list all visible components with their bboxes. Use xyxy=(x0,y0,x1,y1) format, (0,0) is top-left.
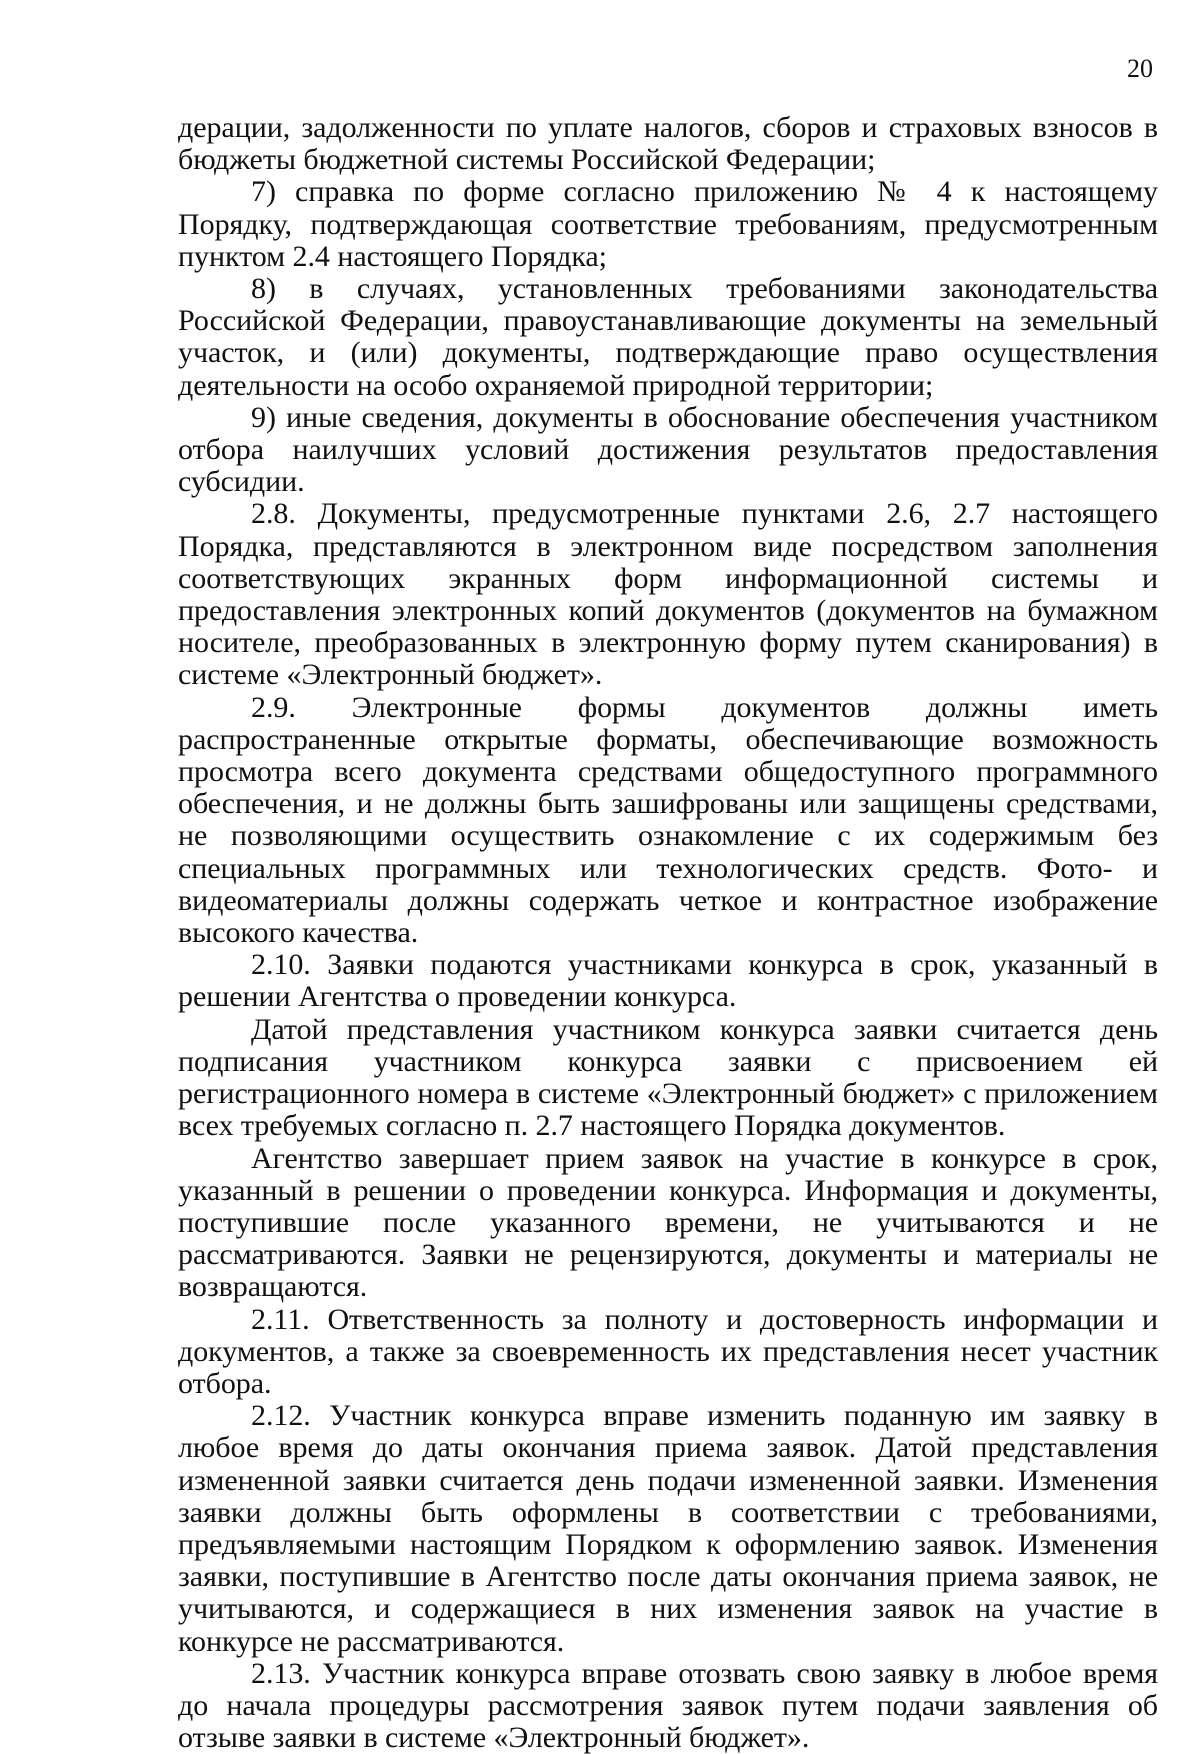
paragraph-2-9: 2.9. Электронные формы документов должны иметь распространенные открытые форматы, обеспечивающие возможность просмотра всего документа средствами общедоступного программного обеспечения, и не должны быть зашифрованы или защищены средствами, не позволяющими осуществить ознакомление с их содержимым без специальных программных или технологических средств. Фото- и видеоматериалы должны содержать четкое и контрастное изображение высокого качества. xyxy=(178,690,1158,950)
paragraph-submission-date: Датой представления участником конкурса заявки считается день подписания участником конкурса заявки с присвоением ей регистрационного номера в системе «Электронный бюджет» с приложением всех требуемых согласно п. 2.7 настоящего Порядка документов. xyxy=(178,1012,1158,1143)
paragraph-2-8: 2.8. Документы, предусмотренные пунктами 2.6, 2.7 настоящего Порядка, представляются в электронном виде посредством заполнения соответствующих экранных форм информационной системы и предоставления электронных копий документов (документов на бумажном носителе, преобразованных в электронную форму путем сканирования) в системе «Электронный бюджет». xyxy=(178,497,1158,692)
paragraph-item-7: 7) справка по форме согласно приложению № 4 к настоящему Порядку, подтверждающая соответствие требованиям, предусмотренным пунктом 2.4 настоящего Порядка; xyxy=(178,175,1158,273)
paragraph-item-8: 8) в случаях, установленных требованиями законодательства Российской Федерации, правоустанавливающие документы на земельный участок, и (или) документы, подтверждающие право осуществления деятельности на особо охраняемой природной территории; xyxy=(178,272,1158,402)
paragraph-item-9: 9) иные сведения, документы в обоснование обеспечения участником отбора наилучших условий достижения результатов предоставления субсидии. xyxy=(178,400,1158,499)
page-number: 20 xyxy=(1127,54,1153,83)
document-body xyxy=(178,112,1158,1754)
paragraph-2-12: 2.12. Участник конкурса вправе изменить поданную им заявку в любое время до даты окончания приема заявок. Датой представления измененной заявки считается день подачи измененной заявки. Изменения заявки должны быть оформлены в соответствии с требованиями, предъявляемыми настоящим Порядком к оформлению заявок. Изменения заявки, поступившие в Агентство после даты окончания приема заявок, не учитываются, и содержащиеся в них изменения заявок на участие в конкурсе не рассматриваются. xyxy=(178,1399,1158,1658)
paragraph-continuation: дерации, задолженности по уплате налогов, сборов и страховых взносов в бюджеты бюджетной системы Российской Федерации; xyxy=(178,111,1158,177)
paragraph-acceptance-end: Агентство завершает прием заявок на участие в конкурсе в срок, указанный в решении о проведении конкурса. Информация и документы, поступившие после указанного времени, не учитываются и не рассматриваются. Заявки не рецензируются, документы и материалы не возвращаются. xyxy=(178,1141,1158,1304)
paragraph-2-13: 2.13. Участник конкурса вправе отозвать свою заявку в любое время до начала процедуры рассмотрения заявок путем подачи заявления об отзыве заявки в системе «Электронный бюджет». xyxy=(178,1656,1158,1754)
paragraph-2-11: 2.11. Ответственность за полноту и достоверность информации и документов, а также за своевременность их представления несет участник отбора. xyxy=(178,1302,1158,1400)
paragraph-2-10: 2.10. Заявки подаются участниками конкурса в срок, указанный в решении Агентства о проведении конкурса. xyxy=(178,948,1158,1014)
